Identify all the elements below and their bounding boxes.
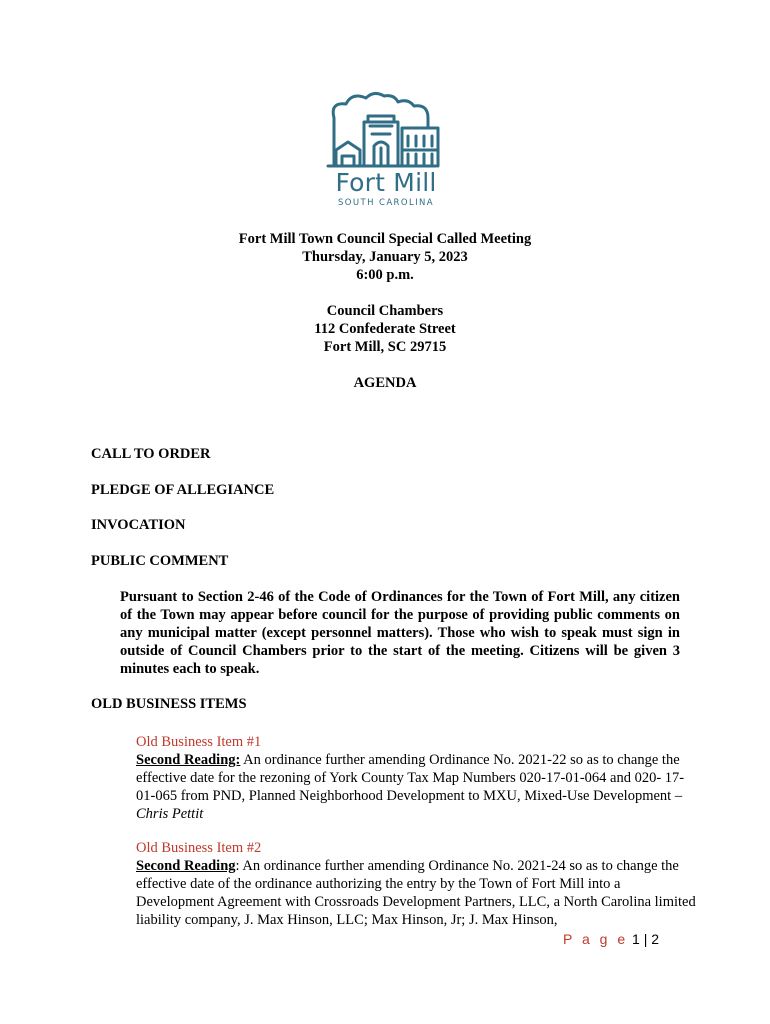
page-number: 1 | 2 [632,931,660,947]
item-text: : An ordinance further amending Ordinance No. 2021-24 so as to change the effective date of the ordinance authorizing the entry by the Town of Fort Mill into a Development Agreement with Crossroads Development Partners, LLC, a North Carolina limited liability company, J. Max Hinson, LLC; Max Hinson, Jr; J. Max Hinson, [136,858,696,928]
invocation-heading: INVOCATION [91,517,186,533]
meeting-time: 6:00 p.m. [356,267,414,283]
old-business-heading: OLD BUSINESS ITEMS [91,696,247,712]
item-title: Old Business Item #1 [136,734,262,750]
logo-name: Fort Mill [335,168,437,197]
reading-label: Second Reading [136,858,236,874]
item-title: Old Business Item #2 [136,840,262,856]
item-presenter: Chris Pettit [136,806,204,822]
logo-subtitle: SOUTH CAROLINA [338,198,434,208]
meeting-title: Fort Mill Town Council Special Called Meeting [238,231,532,247]
old-business-item-2 [136,839,696,929]
public-comment-text: Pursuant to Section 2-46 of the Code of Ordinances for the Town of Fort Mill, any citizen of the Town may appear before council for the purpose of providing public comments on any municipal matter (except personnel matters). Those who wish to speak must sign in outside of Council Chambers prior to the start of the meeting. Citizens will be given 3 minutes each to speak. [120,589,680,677]
item-body [136,751,696,823]
venue-city: Fort Mill, SC 29715 [323,339,447,355]
call-to-order-heading: CALL TO ORDER [91,446,211,462]
meeting-date: Thursday, January 5, 2023 [302,249,468,265]
venue-street: 112 Confederate Street [314,321,456,337]
old-business-item-1 [136,733,696,823]
agenda-heading: AGENDA [353,375,417,391]
venue-name: Council Chambers [326,303,444,319]
page-footer [563,931,659,947]
item-text: An ordinance further amending Ordinance No. 2021-22 so as to change the effective date for the rezoning of York County Tax Map Numbers 020-17-01-064 and 020- 17-01-065 from PND, Planned Neighborhood Development to MXU, Mixed-Use Development – [136,752,685,804]
fort-mill-logo [324,88,448,212]
item-body [136,857,696,929]
page-label: P a g e [563,931,629,947]
public-comment-heading: PUBLIC COMMENT [91,553,229,569]
pledge-heading: PLEDGE OF ALLEGIANCE [91,482,275,498]
town-building-icon [324,88,448,170]
reading-label: Second Reading: [136,752,241,768]
